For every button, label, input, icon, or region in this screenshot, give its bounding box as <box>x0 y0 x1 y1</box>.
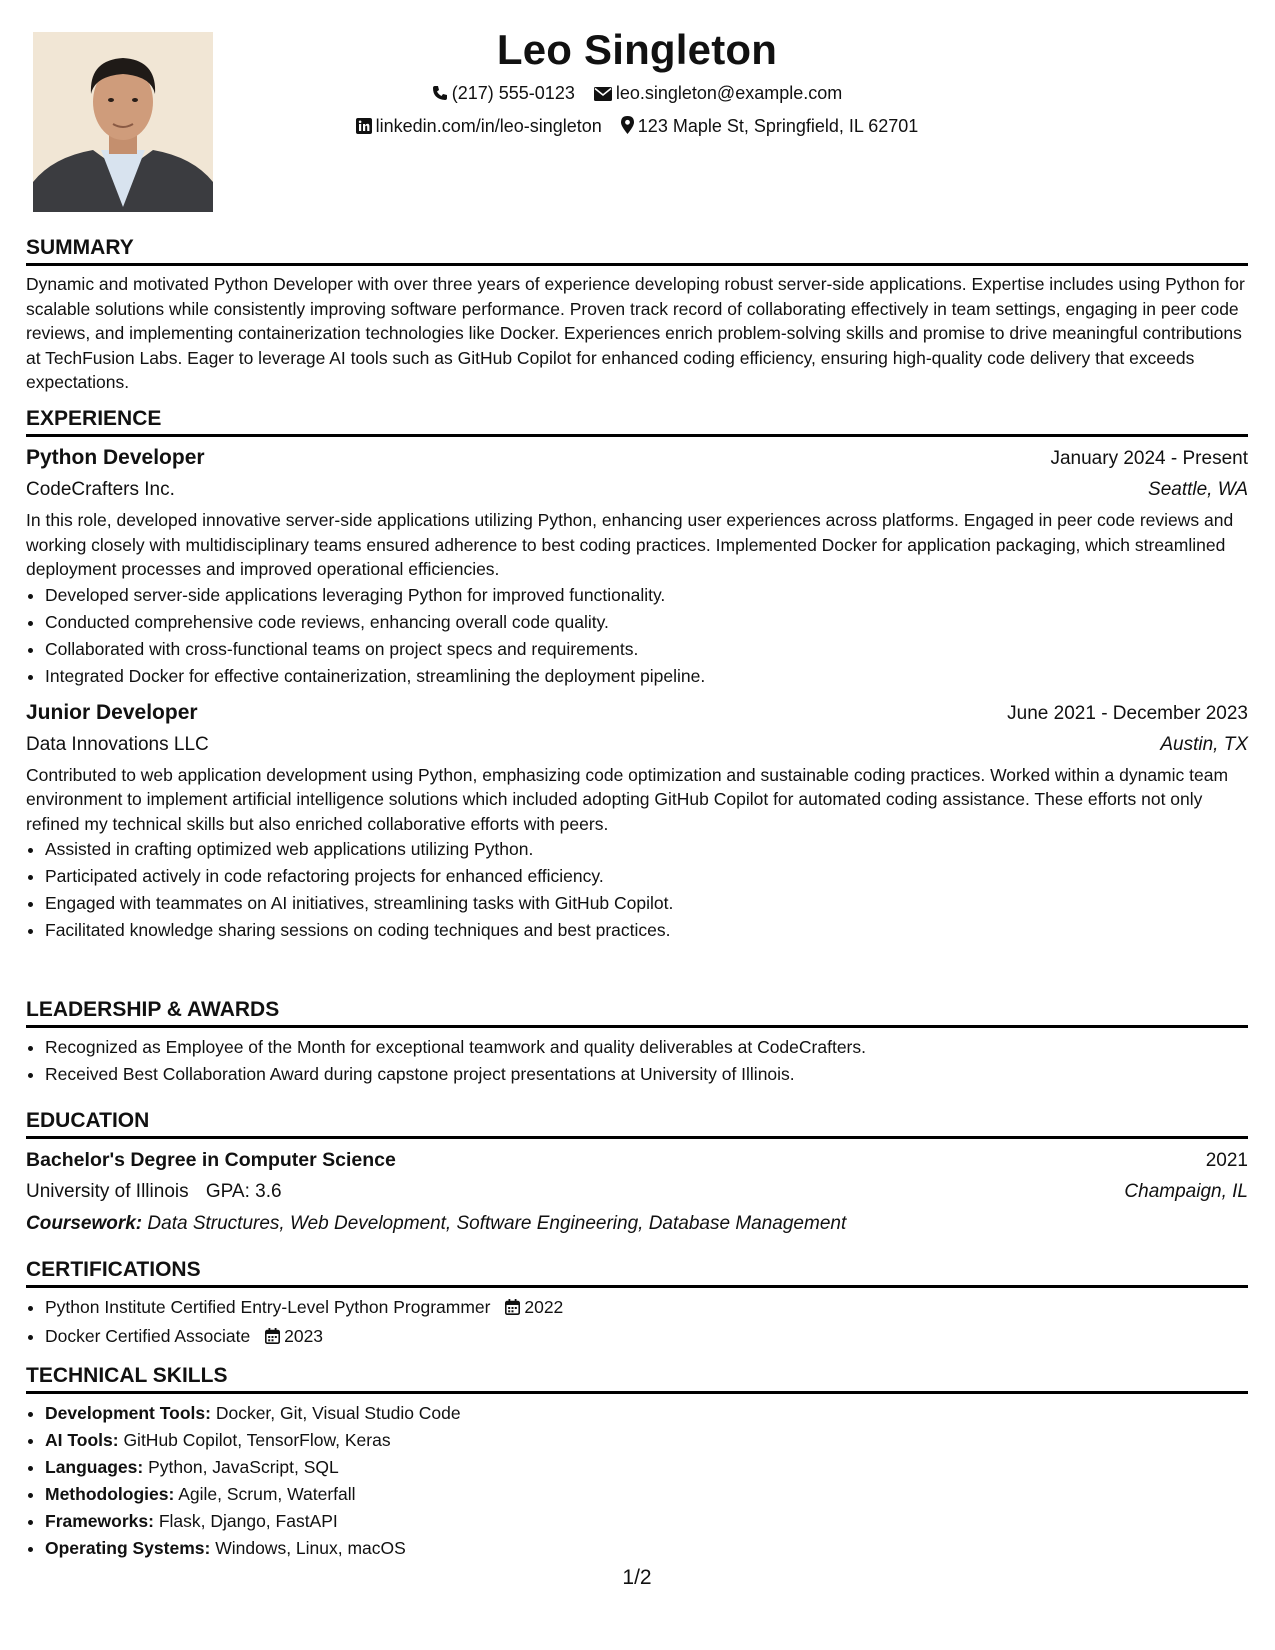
job-location: Seattle, WA <box>1148 479 1248 500</box>
map-pin-icon <box>621 113 634 144</box>
contact-line-1 <box>26 78 1248 111</box>
address-contact <box>621 111 919 144</box>
list-item: • Assisted in crafting optimized web applications utilizing Python. <box>45 836 1248 863</box>
header <box>26 22 1248 144</box>
list-item: • Participated actively in code refactoring projects for enhanced efficiency. <box>45 863 1248 890</box>
education-section <box>26 1107 1248 1240</box>
candidate-name: Leo Singleton <box>496 26 778 73</box>
certification-name: Docker Certified Associate <box>45 1326 251 1346</box>
phone-contact[interactable] <box>432 78 575 111</box>
degree: Bachelor's Degree in Computer Science <box>26 1149 396 1171</box>
list-item <box>45 1400 1248 1427</box>
list-item: • Recognized as Employee of the Month for exceptional teamwork and quality deliverables at CodeCrafters. <box>45 1034 1248 1061</box>
coursework-label: Coursework: <box>26 1213 143 1234</box>
skill-value: Flask, Django, FastAPI <box>158 1511 338 1531</box>
coursework <box>26 1208 1248 1240</box>
experience-heading: EXPERIENCE <box>26 405 1248 437</box>
awards-section <box>26 996 1248 1088</box>
page-number: 1/2 <box>622 1566 652 1589</box>
job-dates: June 2021 - December 2023 <box>1007 702 1248 724</box>
email-text: leo.singleton@example.com <box>615 83 843 103</box>
linkedin-text: linkedin.com/in/leo-singleton <box>375 116 602 136</box>
list-item: • Developed server-side applications leveraging Python for improved functionality. <box>45 582 1248 609</box>
resume-page <box>26 0 1248 1650</box>
job-dates: January 2024 - Present <box>1050 448 1248 469</box>
phone-text: (217) 555-0123 <box>451 83 575 103</box>
contact-line-2 <box>26 111 1248 144</box>
list-item <box>45 1481 1248 1508</box>
job-title: Python Developer <box>26 446 205 469</box>
job-company: CodeCrafters Inc. <box>26 479 175 500</box>
summary-heading: SUMMARY <box>26 234 1248 266</box>
job-description: Contributed to web application development using Python, emphasizing code optimization and sustainable coding practices. Worked within a dynamic team environment to implement artificial intelligence solutions which included adopting GitHub Copilot for automated coding assistance. These efforts not only refined my technical skills but also enriched collaborative efforts with peers. <box>26 764 1229 834</box>
graduation-year: 2021 <box>1205 1150 1248 1171</box>
skills-list <box>26 1400 1248 1562</box>
list-item: • Facilitated knowledge sharing sessions on coding techniques and best practices. <box>45 917 1248 944</box>
list-item <box>45 1323 1248 1352</box>
phone-icon <box>432 80 448 111</box>
skill-value: Docker, Git, Visual Studio Code <box>215 1403 461 1423</box>
school-name: University of Illinois <box>26 1181 189 1202</box>
list-item: • Conducted comprehensive code reviews, enhancing overall code quality. <box>45 609 1248 636</box>
experience-section <box>26 405 1248 944</box>
awards-heading: LEADERSHIP & AWARDS <box>26 996 1248 1028</box>
skill-label: Frameworks: <box>45 1511 154 1531</box>
list-item <box>45 1535 1248 1562</box>
skill-label: Operating Systems: <box>45 1538 211 1558</box>
job-location: Austin, TX <box>1160 733 1248 755</box>
summary-text: Dynamic and motivated Python Developer with over three years of experience developing robust server-side applications. Expertise includes using Python for scalable solutions while consistently improving software performance. Proven track record of collaborating effectively in team settings, engaging in peer code reviews, and implementing containerization technologies like Docker. Experiences enrich problem-solving skills and promise to drive meaningful contributions at TechFusion Labs. Eager to leverage AI tools such as GitHub Copilot for enhanced coding efficiency, ensuring high-quality code delivery that exceeds expectations. <box>26 274 1245 392</box>
skill-label: Development Tools: <box>45 1403 211 1423</box>
skill-value: GitHub Copilot, TensorFlow, Keras <box>123 1430 391 1450</box>
email-contact[interactable] <box>594 78 842 111</box>
skills-heading: TECHNICAL SKILLS <box>26 1362 1248 1394</box>
certification-year: 2023 <box>284 1326 324 1346</box>
list-item <box>45 1427 1248 1454</box>
address-text: 123 Maple St, Springfield, IL 62701 <box>637 116 919 136</box>
gpa: GPA: 3.6 <box>205 1181 282 1202</box>
list-item: • Integrated Docker for effective containerization, streamlining the deployment pipeline. <box>45 663 1248 690</box>
skill-value: Agile, Scrum, Waterfall <box>178 1484 356 1504</box>
job-company: Data Innovations LLC <box>26 733 209 755</box>
skill-label: AI Tools: <box>45 1430 119 1450</box>
list-item <box>45 1454 1248 1481</box>
job-title: Junior Developer <box>26 700 198 724</box>
job-bullets <box>26 836 1248 944</box>
skill-value: Windows, Linux, macOS <box>215 1538 406 1558</box>
certification-name: Python Institute Certified Entry-Level Python Programmer <box>45 1297 491 1317</box>
list-item <box>45 1294 1248 1323</box>
list-item: • Engaged with teammates on AI initiatives, streamlining tasks with GitHub Copilot. <box>45 890 1248 917</box>
linkedin-icon <box>356 113 372 144</box>
list-item <box>45 1508 1248 1535</box>
skills-section <box>26 1362 1248 1562</box>
education-heading: EDUCATION <box>26 1107 1248 1139</box>
skill-label: Languages: <box>45 1457 144 1477</box>
school-info <box>26 1176 282 1208</box>
calendar-icon <box>505 1296 520 1323</box>
summary-section <box>26 234 1248 395</box>
job-bullets <box>26 582 1248 690</box>
linkedin-contact[interactable] <box>356 111 602 144</box>
envelope-icon <box>594 80 612 111</box>
skill-value: Python, JavaScript, SQL <box>148 1457 339 1477</box>
coursework-list: Data Structures, Web Development, Software Engineering, Database Management <box>147 1213 847 1234</box>
certifications-section <box>26 1256 1248 1352</box>
job-entry <box>26 698 1248 945</box>
list-item: • Received Best Collaboration Award during capstone project presentations at University of Illinois. <box>45 1061 1248 1088</box>
skill-label: Methodologies: <box>45 1484 175 1504</box>
school-location: Champaign, IL <box>1124 1181 1248 1202</box>
job-description: In this role, developed innovative server-side applications utilizing Python, enhancing user experiences across platforms. Engaged in peer code reviews and working closely with multidisciplinary teams ensured adherence to best coding practices. Implemented Docker for application packaging, which streamlined deployment processes and improved operational efficiencies. <box>26 510 1234 579</box>
certification-year: 2022 <box>524 1297 564 1317</box>
certifications-heading: CERTIFICATIONS <box>26 1256 1248 1288</box>
calendar-icon <box>265 1325 280 1352</box>
awards-list <box>26 1034 1248 1088</box>
list-item: • Collaborated with cross-functional teams on project specs and requirements. <box>45 636 1248 663</box>
certifications-list <box>26 1294 1248 1352</box>
job-entry <box>26 443 1248 690</box>
